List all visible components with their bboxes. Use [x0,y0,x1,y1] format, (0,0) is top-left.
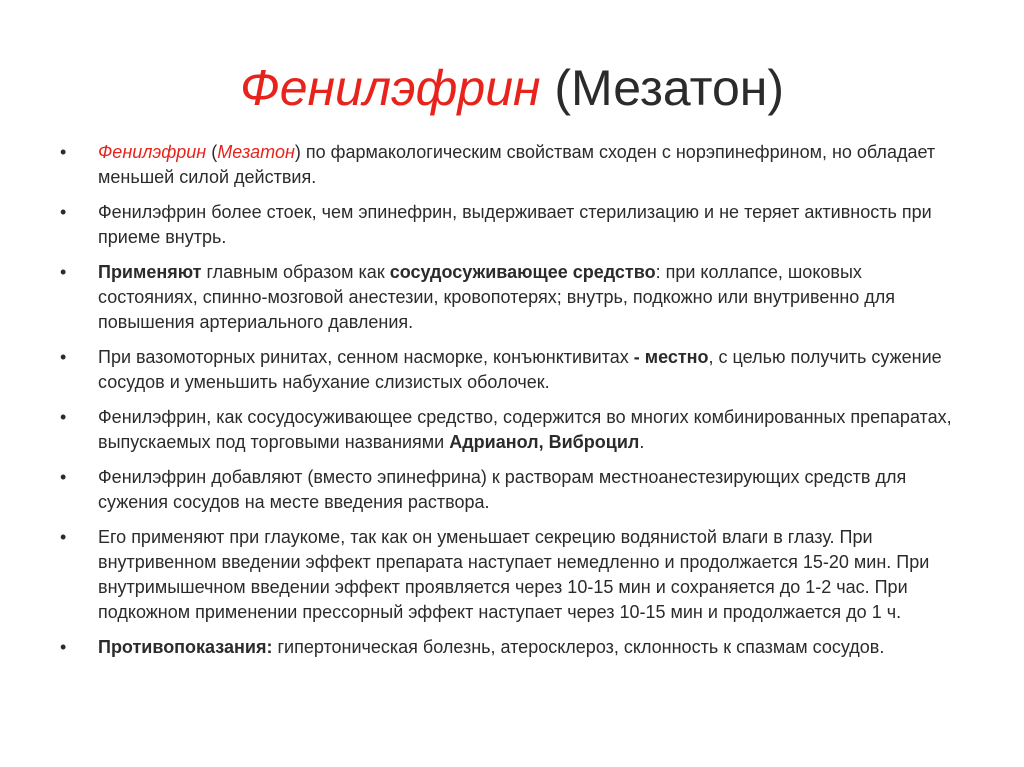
bullet-item [60,405,960,455]
body-text: . [639,432,645,452]
bullet-marker: • [60,202,67,222]
slide-title-paren: (Мезатон) [540,60,785,116]
bold-text: - местно [633,347,709,367]
bullet-text [98,200,960,250]
body-text: ( [206,142,218,162]
bullet-item [60,465,960,515]
bullet-marker: • [60,527,67,547]
body-text: главным образом как [201,262,390,282]
body-text: Фенилэфрин добавляют (вместо эпинефрина) к растворам местноанестезирующих средств для сужения сосудов на месте введения раствора. [98,467,907,512]
bullet-text [98,465,960,515]
bold-text: сосудосуживающее средство [389,262,656,282]
bold-text: Противопоказания: [98,637,273,657]
bullet-item [60,140,960,190]
bullet-text [98,140,960,190]
body-text: гипертоническая болезнь, атеросклероз, склонность к спазмам сосудов. [272,637,885,657]
body-text: : при коллапсе, шоковых состояниях, спинно-мозговой анестезии, кровопотерях; внутрь, подкожно или внутривенно для повышения артериального давления. [98,262,896,332]
bullet-text [98,260,960,335]
slide-title-main: Фенилэфрин [239,60,541,116]
body-text: , с целью получить сужение сосудов и уменьшить набухание слизистых оболочек. [98,347,942,392]
bullet-list [60,140,960,670]
bullet-item [60,260,960,335]
bullet-marker: • [60,142,67,162]
bullet-marker: • [60,637,67,657]
bullet-item [60,525,960,625]
bullet-item [60,635,960,660]
highlight-text: Фенилэфрин [98,142,207,162]
bullet-item [60,200,960,250]
bold-text: Применяют [98,262,202,282]
bullet-item [60,345,960,395]
body-text: Фенилэфрин более стоек, чем эпинефрин, выдерживает стерилизацию и не теряет активность при приеме внутрь. [98,202,932,247]
bullet-marker: • [60,262,67,282]
body-text: При вазомоторных ринитах, сенном насморке, конъюнктивитах [98,347,634,367]
bullet-text [98,405,960,455]
body-text: ) по фармакологическим свойствам сходен с норэпинефрином, но обладает меньшей силой действия. [98,142,936,187]
bullet-text [98,525,960,625]
bullet-marker: • [60,407,67,427]
bullet-text [98,635,960,660]
slide-title [0,58,1024,118]
highlight-text: Мезатон [217,142,295,162]
body-text: Его применяют при глаукоме, так как он уменьшает секрецию водянистой влаги в глазу. При внутривенном введении эффект препарата наступает немедленно и продолжается 15-20 мин. При внутримышечном введении эффект проявляется через 10-15 мин и сохраняется до 1-2 час. При подкожном применении прессорный эффект наступает через 10-15 мин и продолжается до 1 ч. [98,527,930,622]
bullet-marker: • [60,467,67,487]
bold-text: Адрианол, Виброцил [449,432,640,452]
bullet-text [98,345,960,395]
body-text: Фенилэфрин, как сосудосуживающее средство, содержится во многих комбинированных препаратах, выпускаемых под торговыми названиями [98,407,952,452]
bullet-marker: • [60,347,67,367]
